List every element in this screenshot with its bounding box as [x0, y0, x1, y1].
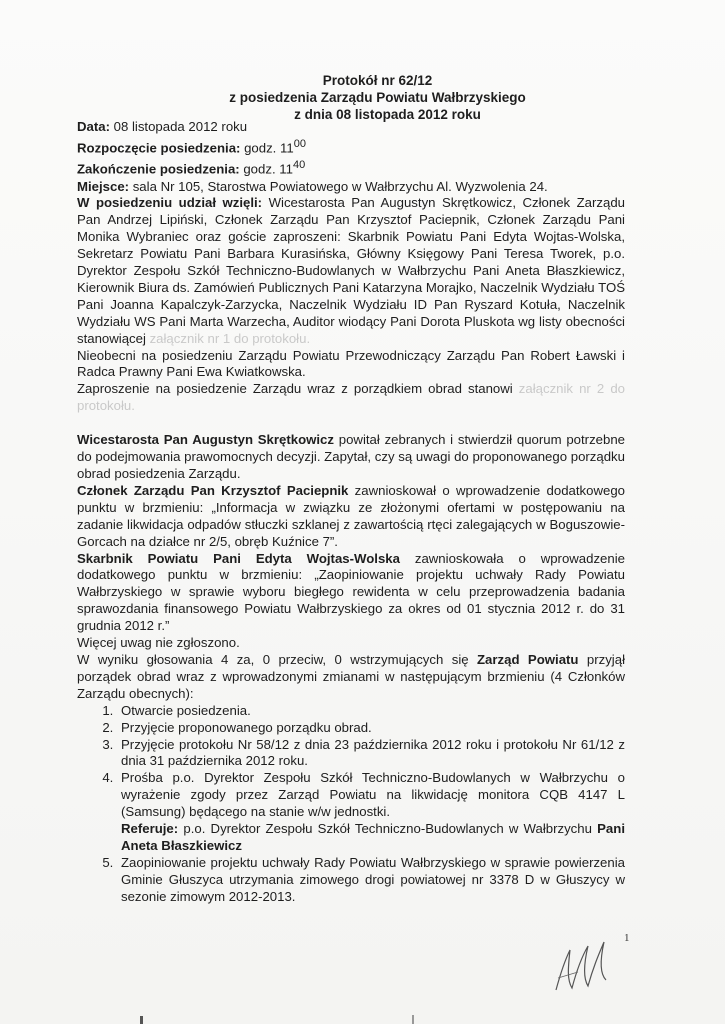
- protocol-title: Protokół nr 62/12: [322, 73, 433, 88]
- participants-text: Wicestarosta Pan Augustyn Skrętkowicz, Członek Zarządu Pan Andrzej Lipiński, Członek Zarządu Pan Krzysztof Paciepnik, Członek Zarządu Pani Monika Wybraniec oraz goście zaproszeni: Skarbnik Powiatu Pani Edyta Wojtas-Wolska, Sekretarz Powiatu Pani Barbara Kurasińska, Główny Księgowy Pani Teresa Tworek, p.o. Dyrektor Zespołu Szkół Techniczno-Budowlanych w Wałbrzychu Pani Aneta Błaszkiewicz, Kierownik Biura ds. Zamówień Publicznych Pani Katarzyna Morajko, Naczelnik Wydziału TOŚ Pani Joanna Kapalczyk-Zarzycka, Naczelnik Wydziału ID Pan Ryszard Kotuła, Naczelnik Wydziału WS Pani Marta Warzecha, Auditor wiodący Pani Dorota Pluskota wg listy obecności stanowiącej: [77, 195, 626, 346]
- vote-paragraph: [77, 652, 625, 703]
- attachment-2-ref: załącznik nr 2 do protokołu.: [77, 381, 625, 414]
- meta-end-value: godz. 11: [239, 161, 293, 177]
- opening-text: powitał zebranych i stwierdził quorum potrzebne do podejmowania prawomocnych decyzji. Zapytał, czy są uwagi do proponowanego porządku obrad posiedzenia Zarządu.: [77, 432, 625, 481]
- invitation-text: Zaproszenie na posiedzenie Zarządu wraz z porządkiem obrad stanowi: [77, 381, 519, 397]
- page-number: 1: [624, 932, 630, 944]
- absent-paragraph: Nieobecni na posiedzeniu Zarządu Powiatu Przewodniczący Zarządu Pan Robert Ławski i Radca Prawny Pani Ewa Kwiatkowska.: [77, 347, 625, 380]
- meta-date: [77, 119, 625, 136]
- vote-text-a: W wyniku głosowania 4 za, 0 przeciw, 0 wstrzymujących się: [77, 651, 477, 667]
- meta-start-value: godz. 11: [240, 140, 294, 156]
- invitation-paragraph: [77, 381, 625, 415]
- meta-place-value: sala Nr 105, Starostwa Powiatowego w Wałbrzychu Al. Wyzwolenia 24.: [129, 178, 548, 194]
- opening-speaker: Wicestarosta Pan Augustyn Skrętkowicz: [77, 432, 334, 448]
- scan-mark: [140, 1016, 143, 1024]
- meta-place: [77, 179, 625, 196]
- meta-start-label: Rozpoczęcie posiedzenia:: [77, 140, 241, 156]
- participants-paragraph: [77, 195, 625, 347]
- meta-start-minutes: 00: [293, 137, 306, 150]
- presenter-label: Referuje:: [121, 821, 179, 837]
- vote-board: Zarząd Powiatu: [477, 651, 579, 667]
- motion-1-text: zawnioskował o wprowadzenie dodatkowego punktu w brzmieniu: „Informacja w związku ze złożonymi ofertami w postępowaniu na zadanie likwidacja odpadów stłuczki szklanej z zawartością rtęci zalegających w Boguszowie-Gorcach na działce nr 2/5, obręb Kuźnice 7”.: [77, 482, 625, 549]
- meta-end-minutes: 40: [292, 159, 306, 172]
- opening-paragraph: [77, 432, 625, 483]
- meta-date-value: 08 listopada 2012 roku: [109, 119, 248, 134]
- motion-1-paragraph: [77, 483, 625, 551]
- protocol-header: [0, 72, 725, 123]
- agenda-item-2: 2. Przyjęcie proponowanego porządku obrad.: [117, 720, 625, 737]
- presenter-text: p.o. Dyrektor Zespołu Szkół Techniczno-Budowlanych w Wałbrzychu: [178, 821, 598, 837]
- agenda-item-5: 5. Zaopiniowanie projektu uchwały Rady Powiatu Wałbrzyskiego w sprawie powierzenia Gminie Głuszyca utrzymania zimowego drogi powiatowej nr 3378 D w Głuszycy w sezonie zimowym 2012-2013.: [117, 855, 625, 906]
- protocol-body: [77, 119, 625, 906]
- motion-2-paragraph: [77, 551, 625, 636]
- agenda-item-3: 3. Przyjęcie protokołu Nr 58/12 z dnia 23 października 2012 roku i protokołu Nr 61/12 z dnia 31 października 2012 roku.: [117, 737, 625, 771]
- no-more-remarks: Więcej uwag nie zgłoszono.: [77, 635, 240, 651]
- motion-2-text: zawnioskowała o wprowadzenie dodatkowego punktu w brzmieniu: „Zaopiniowanie projektu uchwały Rady Powiatu Wałbrzyskiego w sprawie wyboru biegłego rewidenta w celu przeprowadzenia badania sprawozdania finansowego Powiatu Wałbrzyskiego za okres od 01 stycznia 2012 r. do 31 grudnia 2012 r.”: [77, 550, 625, 634]
- motion-1-speaker: Członek Zarządu Pan Krzysztof Paciepnik: [77, 482, 349, 498]
- paragraph-gap: [77, 415, 625, 432]
- agenda-item-4-text: Prośba p.o. Dyrektor Zespołu Szkół Techniczno-Budowlanych w Wałbrzychu o wyrażenie zgody przez Zarząd Powiatu na likwidację monitora CQB 4147 L (Samsung) będącego na stanie w/w jednostki.: [121, 770, 625, 820]
- meta-end-label: Zakończenie posiedzenia:: [77, 161, 240, 177]
- meta-end: [77, 157, 625, 178]
- agenda-item-4-presenter: [121, 821, 625, 855]
- scan-mark: [412, 1015, 414, 1024]
- meta-date-label: Data:: [77, 119, 110, 134]
- signature-initials: [548, 928, 628, 998]
- presenter-name: Pani Aneta Błaszkiewicz: [121, 821, 625, 853]
- agenda-item-4: [117, 770, 625, 855]
- attachment-1-ref: załącznik nr 1 do protokołu.: [149, 330, 311, 346]
- agenda-list: [77, 703, 625, 906]
- protocol-subtitle: z posiedzenia Zarządu Powiatu Wałbrzyskiego: [229, 90, 526, 105]
- motion-2-speaker: Skarbnik Powiatu Pani Edyta Wojtas-Wolska: [77, 550, 400, 566]
- meta-start: [77, 136, 625, 157]
- protocol-date: z dnia 08 listopada 2012 roku: [294, 107, 481, 122]
- agenda-item-1: 1. Otwarcie posiedzenia.: [117, 703, 625, 720]
- vote-text-b: przyjął porządek obrad wraz z wprowadzonymi zmianami w następującym brzmieniu (4 Członków Zarządu obecnych):: [77, 651, 626, 701]
- participants-label: W posiedzeniu udział wzięli:: [77, 195, 263, 211]
- meta-place-label: Miejsce:: [77, 178, 130, 194]
